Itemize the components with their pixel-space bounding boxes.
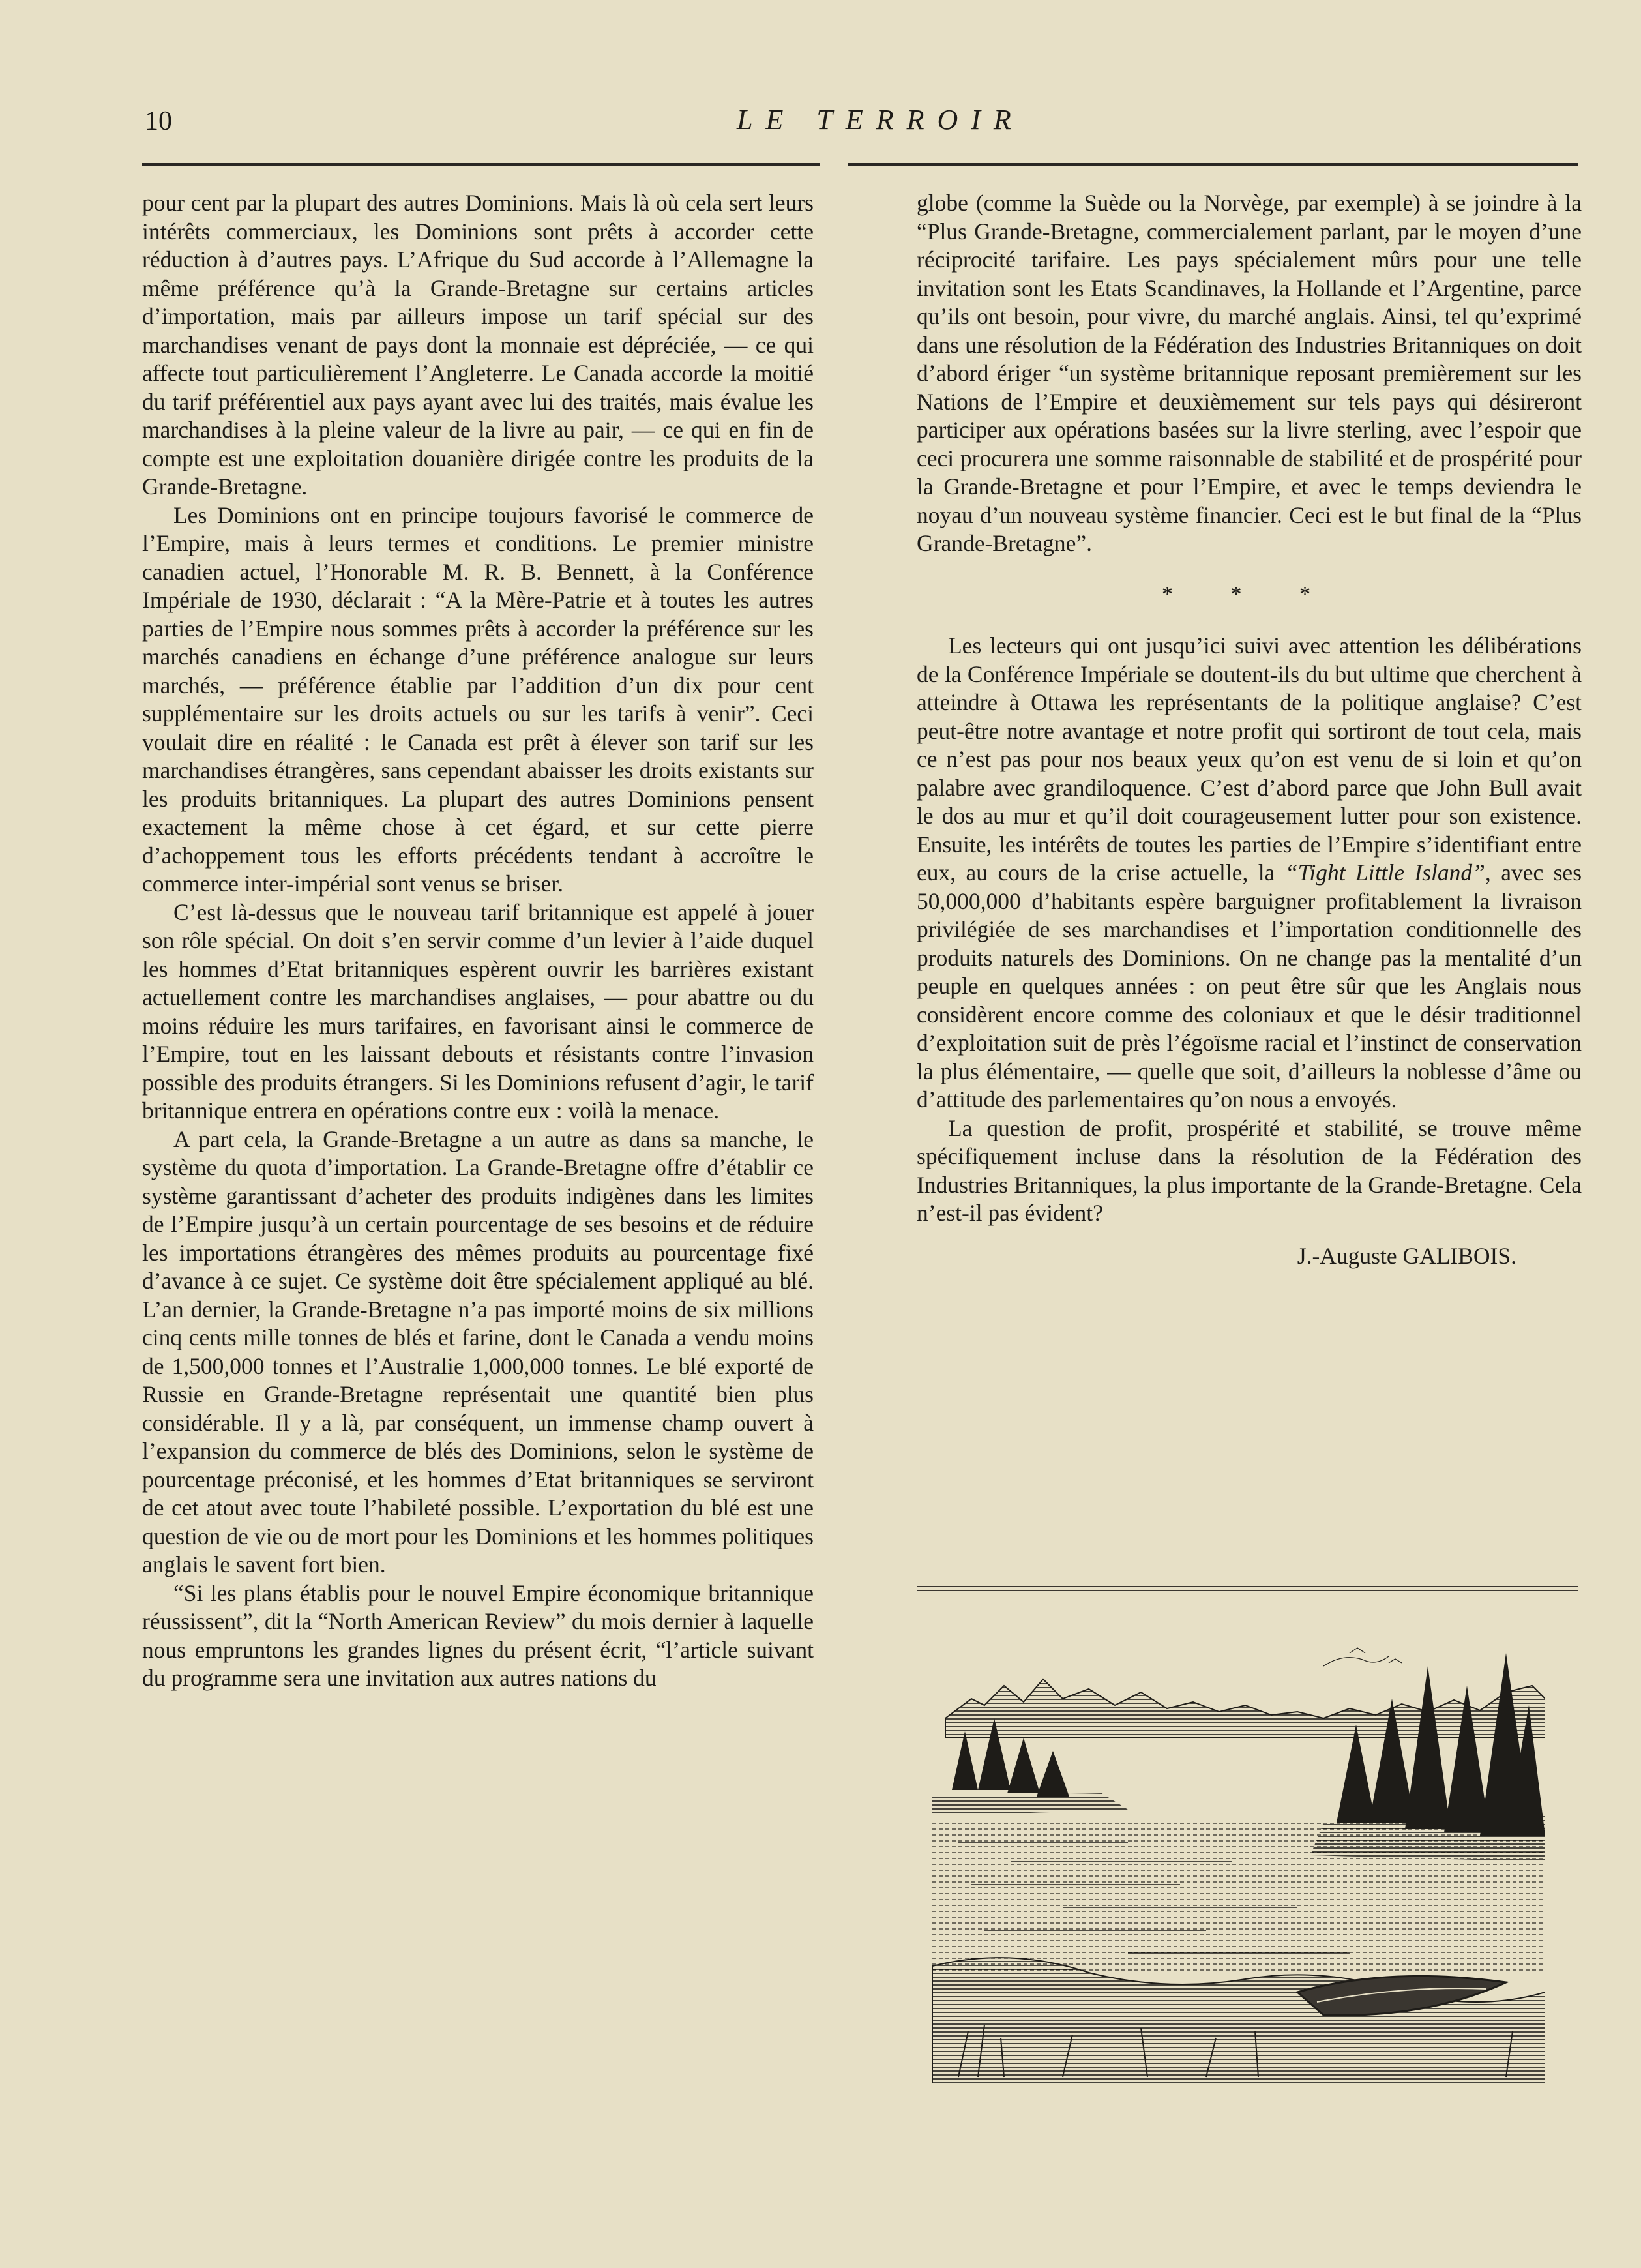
paragraph: C’est là-dessus que le nouveau tarif britannique est appelé à jouer son rôle spécial. On doit s’en servir comme d’un levier à l’aide duquel les hommes d’Etat britanniques espèrent ouvrir les barrières existant actuellement contre les marchandises anglaises, — pour abattre ou du moins réduire les murs tarifaires, en favorisant ainsi le commerce de l’Empire, tout en les laissant debouts et résistants contre l’invasion possible des produits étrangers. Si les Dominions refusent d’agir, le tarif britannique entrera en opérations contre eux : voilà la menace.	[142, 899, 814, 1124]
paragraph: Les Dominions ont en principe toujours favorisé le commerce de l’Empire, mais à leurs termes et conditions. Le premier ministre canadien actuel, l’Honorable M. R. B. Bennett, à la Conférence Impériale de 1930, déclarait : “A la Mère-Patrie et à toutes les autres parties de l’Empire nous sommes prêts à accorder la préférence sur les marchés canadiens en échange d’une préférence analogue sur leurs marchés, — préférence établie par l’addition d’un dix pour cent supplémentaire sur les droits actuels ou sur les tarifs à venir”. Ceci voulait dire en réalité : le Canada est prêt à élever son tarif sur les marchandises étrangères, sans cependant abaisser les droits existants sur les produits britanniques. La plupart des autres Dominions pensent exactement la même chose à cet égard, et sur cette pierre d’achoppement tous les efforts précédents tendant à accroître le commerce inter-impérial sont venus se briser.	[142, 501, 814, 897]
paragraph: globe (comme la Suède ou la Norvège, par exemple) à se joindre à la “Plus Grande-Bretagne, commercialement parlant, par le moyen d’une réciprocité tarifaire. Les pays spécialement mûrs pour une telle invitation sont les Etats Scandinaves, la Hollande et l’Argentine, parce qu’ils ont besoin, pour vivre, du marché anglais. Ainsi, tel qu’exprimé dans une résolution de la Fédération des Industries Britanniques on doit d’abord ériger “un système britannique reposant premièrement sur les Nations de l’Empire et deuxièmement sur tels pays qui désireront participer aux opérations basées sur la livre sterling, avec l’espoir que ceci procurera une somme raisonnable de stabilité et de prospérité pour la Grande-Bretagne et pour l’Empire, et avec le temps deviendra le noyau d’un nouveau système financier. Ceci est le but final de la “Plus Grande-Bretagne”.	[917, 190, 1582, 556]
page-number: 10	[145, 106, 172, 136]
italic-phrase: “Tight Little Island”,	[1284, 859, 1491, 886]
paragraph	[917, 632, 1582, 1114]
paragraph-text: avec ses 50,000,000 d’habitants espère barguigner profitablement la livraison privilégiée de ses marchandises et l’importation conditionnelle des produits naturels des Dominions. On ne change pas la mentalité d’un peuple en quelques années : on peut être sûr que les Anglais nous considèrent encore comme des coloniaux et que le désir traditionnel d’exploitation suit de près l’égoïsme racial et l’instinct de conservation la plus élémentaire, — quelle que soit, d’ailleurs la noblesse d’âme ou d’attitude des parlementaires qu’on nous a envoyés.	[917, 859, 1582, 1112]
paragraph: A part cela, la Grande-Bretagne a un autre as dans sa manche, le système du quota d’importation. La Grande-Bretagne offre d’établir ce système garantissant d’acheter des produits indigènes dans les limites de l’Empire jusqu’à un certain pourcentage de ses besoins et de réduire les importations étrangères des mêmes produits au pourcentage fixé d’avance à ce sujet. Ce système doit être spécialement appliqué au blé. L’an dernier, la Grande-Bretagne n’a pas importé moins de six millions cinq cents mille tonnes de blés et farine, dont le Canada a vendu moins de 1,500,000 tonnes et l’Australie 1,000,000 tonnes. Le blé exporté de Russie en Grande-Bretagne représentait une quantité bien plus considérable. Il y a là, par conséquent, un immense champ ouvert à l’expansion du commerce de blés des Dominions, selon le système de pourcentage préconisé, et les hommes d’Etat britanniques se serviront de cet atout avec toute l’habileté possible. L’exportation du blé est une question de vie ou de mort pour les Dominions et les hommes politiques anglais le savent fort bien.	[142, 1126, 814, 1577]
paragraph: pour cent par la plupart des autres Dominions. Mais là où cela sert leurs intérêts commerciaux, les Dominions sont prêts à accorder cette réduction à d’autres pays. L’Afrique du Sud accorde à l’Allemagne la même préférence qu’à la Grande-Bretagne sur certains articles d’importation, mais par ailleurs impose un tarif spécial sur des marchandises venant de pays dont la monnaie est dépréciée, — ce qui affecte tout particulièrement l’Angleterre. Le Canada accorde la moitié du tarif préférentiel aux pays ayant avec lui des traités, mais évalue les marchandises à la pleine valeur de la livre au pair, — ce qui en fin de compte est une exploitation douanière dirigée contre les produits de la Grande-Bretagne.	[142, 190, 814, 500]
right-column	[917, 189, 1582, 1270]
paragraph: “Si les plans établis pour le nouvel Empire économique britannique réussissent”, dit la “North American Review” du mois dernier à laquelle nous empruntons les grandes lignes du présent écrit, “l’article suivant du programme sera une invitation aux autres nations du	[142, 1579, 814, 1691]
landscape-illustration	[932, 1627, 1545, 2083]
left-column	[142, 189, 814, 1693]
header-rule-right	[848, 163, 1578, 166]
section-rule	[917, 1586, 1578, 1591]
paragraph: La question de profit, prospérité et stabilité, se trouve même spécifiquement incluse dans la résolution de la Fédération des Industries Britanniques, la plus importante de la Grande-Bretagne. Cela n’est-il pas évident?	[917, 1114, 1582, 1226]
author-signature: J.-Auguste GALIBOIS.	[1297, 1242, 1516, 1269]
page-header	[0, 99, 1641, 151]
lake-engraving-image	[932, 1627, 1545, 2083]
paragraph-text: Les lecteurs qui ont jusqu’ici suivi avec attention les délibérations de la Conférence Impériale se doutent-ils du but ultime que cherchent à atteindre à Ottawa les représentants de la politique anglaise? C’est peut-être notre avantage et notre profit qui sortiront de tout cela, mais ce n’est pas pour nos beaux yeux qu’on est venu de si loin et qu’on palabre avec grandiloquence. C’est d’abord parce que John Bull avait le dos au mur et qu’il doit courageusement lutter pour son existence. Ensuite, les intérêts de toutes les parties de l’Empire s’identifiant entre eux, au cours de la crise actuelle, la	[917, 633, 1582, 886]
header-rule-left	[142, 163, 820, 166]
running-title: LE TERROIR	[737, 104, 1024, 136]
section-separator: * * *	[1162, 582, 1337, 606]
